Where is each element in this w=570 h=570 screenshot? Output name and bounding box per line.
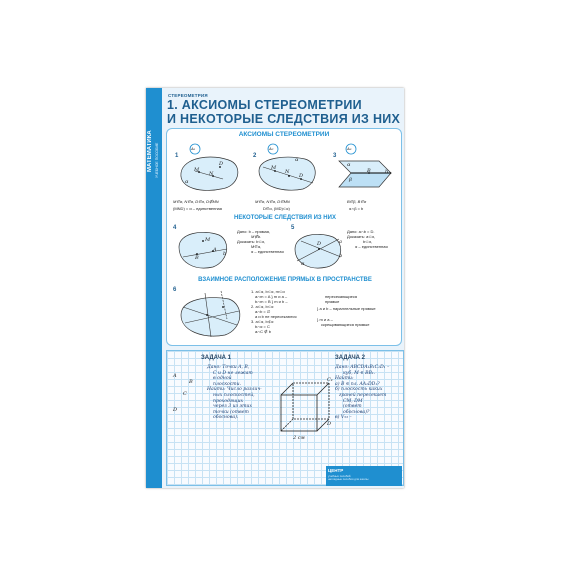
consequences-header: НЕКОТОРЫЕ СЛЕДСТВИЯ ИЗ НИХ [234, 215, 336, 221]
axiom-3-caption-2: α∩β = b [349, 206, 364, 211]
axiom-3-caption-1: B∈β, B∈α [347, 199, 367, 204]
publisher-logo [326, 466, 402, 486]
axiom-2-point-alpha: α [295, 157, 299, 163]
lines-section-header: ВЗАИМНОЕ РАСПОЛОЖЕНИЕ ПРЯМЫХ В ПРОСТРАНСТВЕ [198, 277, 372, 283]
task-2-line-4: а) B ∈ пл. AA₁DD₁? [335, 381, 380, 387]
lines-note-1: пересекающиеся [325, 294, 358, 299]
lines-note-3: } a и b – параллельные прямые [317, 306, 376, 311]
consequence-5-figure [289, 227, 345, 271]
side-subtitle: УЧЕБНОЕ ПОСОБИЕ [155, 142, 159, 178]
task-1-line-10: обоснова). [213, 415, 239, 421]
task-2-line-5: б) плоскость каких [335, 387, 383, 393]
theory-panel [166, 128, 402, 346]
lines-text-6: a и b не пересекаются [255, 314, 297, 319]
title-line-2: И НЕКОТОРЫЕ СЛЕДСТВИЯ ИЗ НИХ [167, 112, 401, 126]
consequence-5-number: 5 [291, 225, 295, 231]
lines-text-4: 2. a⊂α, b⊂α [251, 304, 274, 309]
consequence-4-line-2: M∉b. [251, 234, 262, 239]
axiom-2-point-d: D [299, 173, 304, 179]
task-2-line-8: (ответ [343, 404, 362, 410]
consequence-4-line-4: M∈α, [251, 244, 262, 249]
axiom-3-number: 3 [333, 153, 337, 159]
axiom-1-point-m: M [194, 167, 200, 173]
task-1-line-2: C и D не лежат [213, 370, 253, 376]
consequence-4-point-b: B [195, 255, 199, 261]
task-2-line-10: в) V₅₃ – [335, 415, 352, 421]
task-1-line-7: проходящих [213, 398, 244, 404]
task-2-text [335, 365, 403, 421]
axiom-3-figure [329, 143, 399, 195]
side-title: МАТЕМАТИКА [147, 130, 153, 172]
lines-text-5: a∩b = ∅ [255, 309, 271, 314]
lines-text-7: 3. a⊂α, b⊄α [251, 319, 274, 324]
consequence-5-text [347, 229, 401, 249]
task-1-line-9: точки (ответ [213, 409, 249, 415]
task-2-line-6: граней пересекает [339, 392, 387, 398]
lines-note-5: скрещивающиеся прямые [321, 322, 370, 327]
lines-note-4: } m и a – [317, 317, 333, 322]
task-1-point-b: B [189, 379, 193, 385]
axiom-3-point-b-line: b [385, 169, 389, 175]
page-title [167, 98, 401, 126]
task-1-line-5: Найти: Число различ- [207, 387, 262, 393]
lines-section-text [251, 289, 321, 334]
publisher-info [328, 475, 400, 481]
task-2-header: ЗАДАЧА 2 [335, 355, 366, 361]
axiom-2-caption-1: M∈α, N∈α, D∈MN [255, 199, 290, 204]
consequence-5-line-1: Дано: a∩b = D. [347, 229, 375, 234]
task-1-point-c: C [183, 391, 187, 397]
task-2-line-1: Дано: ABCDA₁B₁C₁D₁ – [335, 365, 390, 370]
consequence-4-point-a: A [213, 247, 217, 253]
axiom-3-badge: A₃ [347, 146, 352, 151]
axiom-2-number: 2 [253, 153, 257, 159]
axiom-1-number: 1 [175, 153, 179, 159]
consequence-5-plane-alpha: α [301, 261, 305, 267]
lines-text-1: 1. a⊂α, b⊂α, m⊂α [251, 289, 285, 294]
consequence-5-line-a: a [339, 239, 342, 245]
task-1-line-3: в одной [213, 376, 232, 382]
axiom-3-point-b: B [367, 168, 371, 174]
lines-text-2: a∩m = A } m и a – [255, 294, 288, 299]
axiom-1-caption-1: M∈α, N∈α, D∈α, D∉MN [173, 199, 219, 204]
consequence-5-line-4: α – единственная [355, 244, 388, 249]
title-line-1: 1. АКСИОМЫ СТЕРЕОМЕТРИИ [167, 98, 362, 112]
publisher-line-1: учебных пособий [328, 474, 351, 478]
task-2-line-9: обоснова)? [343, 409, 370, 415]
consequence-4-line-b: b [223, 251, 227, 257]
axiom-2-badge: A₂ [269, 146, 274, 151]
consequence-5-line-b: b [339, 253, 343, 259]
task-1-line-6: ных плоскостей, [213, 392, 255, 398]
consequence-4-number: 4 [173, 225, 177, 231]
axioms-header: АКСИОМЫ СТЕРЕОМЕТРИИ [238, 131, 330, 138]
axiom-1-point-alpha: α [185, 179, 189, 185]
consequence-4-point-m: M [205, 237, 211, 243]
task-1-text [207, 365, 277, 421]
task-1-line-8: через 3 из этих [213, 404, 252, 410]
subject-label: СТЕРЕОМЕТРИЯ [168, 93, 208, 98]
consequence-5-point-d: D [317, 241, 322, 247]
task-2-line-7: CM, DM [343, 398, 363, 404]
axiom-1-badge: A₁ [191, 146, 196, 151]
axiom-2-point-m: M [271, 165, 277, 171]
lines-text-3: b∩m = B } m и b – [255, 299, 288, 304]
task-2-line-3: Найти: [335, 376, 354, 382]
consequence-4-text [237, 229, 285, 254]
side-strip [146, 88, 162, 488]
consequence-4-line-1: Дано: b – прямая, [237, 229, 271, 234]
task-1-point-a: A [173, 373, 177, 379]
task-1-header: ЗАДАЧА 1 [201, 355, 232, 361]
axiom-1-point-n: N [209, 171, 214, 177]
cube-figure [275, 377, 335, 441]
task-2-line-2: куб, M ∈ BB₁. [343, 370, 376, 376]
consequence-5-line-2: Доказать: a⊂α, [347, 234, 376, 239]
axiom-2-point-n: N [285, 169, 290, 175]
axiom-3-point-beta: β [349, 177, 352, 183]
poster [146, 88, 404, 488]
consequence-4-figure [173, 227, 233, 271]
lines-text-8: b∩α = C [255, 324, 270, 329]
consequence-5-line-3: b⊂α, [363, 239, 372, 244]
lines-section-notes [317, 294, 397, 327]
lines-section-number: 6 [173, 287, 177, 293]
consequence-4-line-3: Доказать: b⊂α, [237, 239, 266, 244]
lines-text-9: a∩C ∉ b [255, 329, 271, 334]
axiom-3-point-alpha: α [347, 162, 351, 168]
axiom-2-caption-2: D∈α, (MD)⊂α) [263, 206, 290, 211]
cube-label-c1: C₁ [327, 377, 333, 383]
cube-edge-label: 2 см [293, 435, 305, 441]
task-1-point-d: D [173, 407, 178, 413]
consequence-4-line-5: α – единственная [251, 249, 284, 254]
task-1-line-4: плоскости. [213, 381, 242, 387]
lines-note-2: прямые [325, 299, 340, 304]
poster-content [166, 88, 402, 488]
axiom-1-point-d: D [219, 161, 224, 167]
task-1-line-1: Дано: Точки A, B, [207, 365, 250, 370]
cube-label-d: D [327, 421, 332, 427]
lines-section-figure [175, 289, 247, 341]
axiom-1-figure [173, 143, 243, 195]
axiom-1-caption-2: (MND) = α – единственная [173, 206, 222, 211]
publisher-line-2: наглядные пособия для школы [328, 477, 369, 482]
publisher-brand: ЦЕНТР [328, 468, 344, 473]
